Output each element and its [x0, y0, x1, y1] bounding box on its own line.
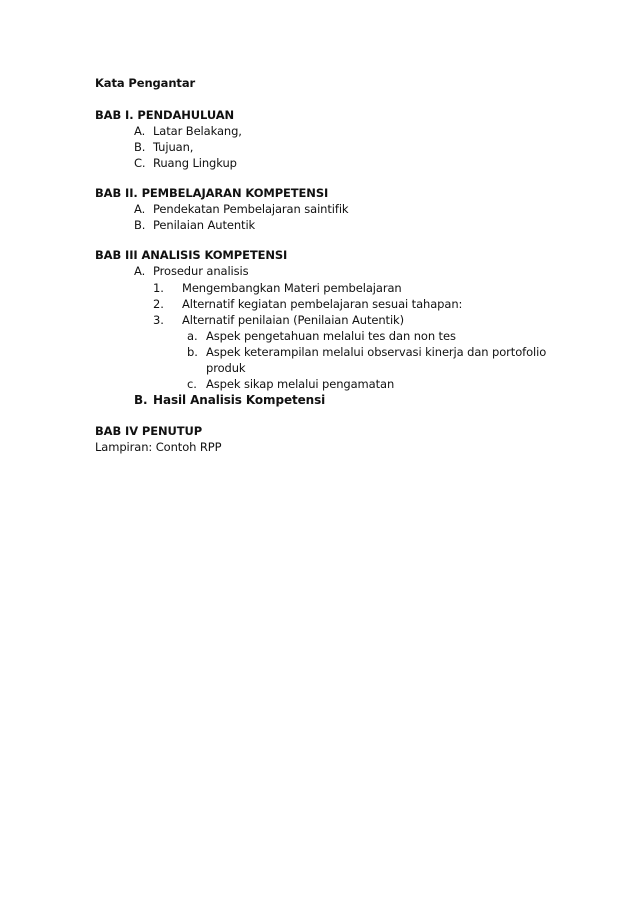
bab1-item-b-marker: B. — [134, 140, 146, 154]
bab3-step-1-marker: 1. — [153, 281, 164, 295]
bab2-item-b-marker: B. — [134, 218, 146, 232]
bab3-step-2-text: Alternatif kegiatan pembelajaran sesuai tahapan: — [182, 297, 463, 311]
bab2-title: BAB II. PEMBELAJARAN KOMPETENSI — [95, 186, 329, 200]
preface-heading: Kata Pengantar — [95, 76, 196, 90]
bab2-item-a-text: Pendekatan Pembelajaran saintifik — [153, 202, 349, 216]
bab3-sub-a-text: Aspek pengetahuan melalui tes dan non tes — [206, 329, 456, 343]
bab3-item-b-text: Hasil Analisis Kompetensi — [153, 393, 326, 407]
bab3-step-3-marker: 3. — [153, 313, 164, 327]
bab3-step-3-text: Alternatif penilaian (Penilaian Autentik) — [182, 313, 404, 327]
bab3-sub-a-marker: a. — [187, 329, 198, 343]
bab1-item-c-text: Ruang Lingkup — [153, 156, 237, 170]
bab3-sub-b-text: Aspek keterampilan melalui observasi kinerja dan portofolio — [206, 345, 547, 359]
bab3-sub-b-marker: b. — [187, 345, 198, 359]
appendix-line: Lampiran: Contoh RPP — [95, 440, 222, 454]
bab1-item-a-marker: A. — [134, 124, 146, 138]
bab2-item-b-text: Penilaian Autentik — [153, 218, 256, 232]
bab3-sub-b-continuation: produk — [206, 361, 246, 375]
bab1-item-a-text: Latar Belakang, — [153, 124, 242, 138]
bab1-item-b-text: Tujuan, — [153, 140, 194, 154]
bab3-item-a-marker: A. — [134, 264, 146, 278]
bab3-step-2-marker: 2. — [153, 297, 164, 311]
bab2-item-a-marker: A. — [134, 202, 146, 216]
bab4-title: BAB IV PENUTUP — [95, 424, 203, 438]
bab3-step-1-text: Mengembangkan Materi pembelajaran — [182, 281, 402, 295]
bab3-title: BAB III ANALISIS KOMPETENSI — [95, 248, 288, 262]
bab3-item-a-text: Prosedur analisis — [153, 264, 249, 278]
bab1-title: BAB I. PENDAHULUAN — [95, 108, 235, 122]
bab1-item-c-marker: C. — [134, 156, 146, 170]
bab3-sub-c-marker: c. — [187, 377, 197, 391]
bab3-item-b-marker: B. — [134, 393, 148, 407]
bab3-sub-c-text: Aspek sikap melalui pengamatan — [206, 377, 395, 391]
